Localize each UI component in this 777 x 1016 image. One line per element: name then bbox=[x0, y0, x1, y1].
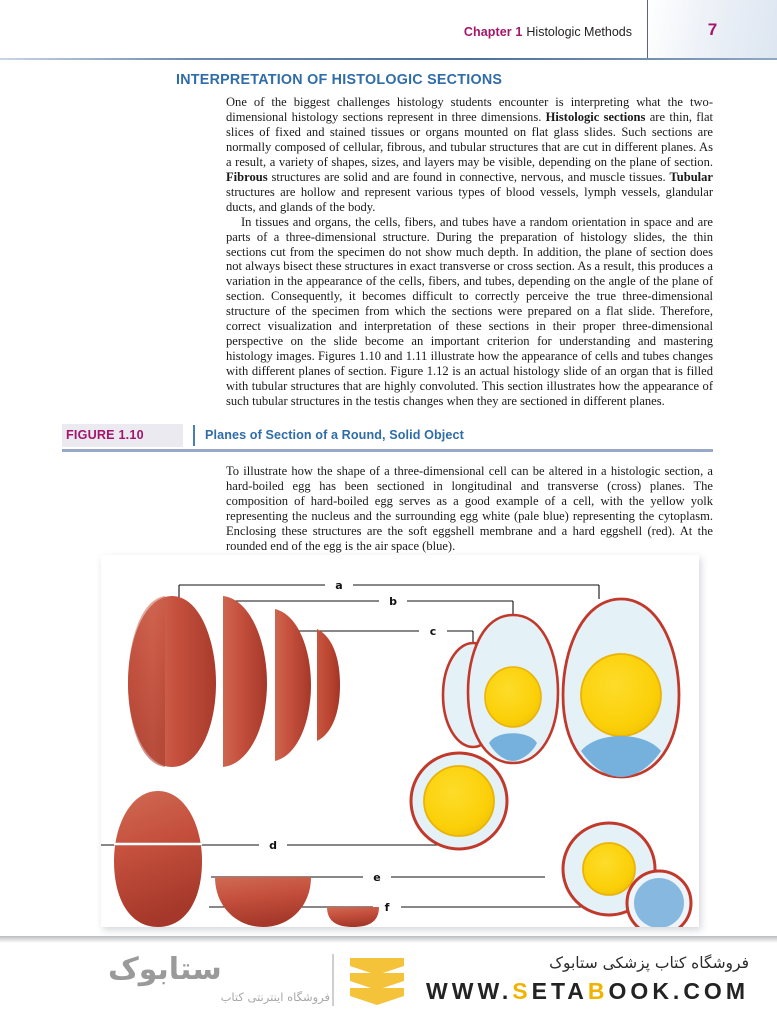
p1-term-tubular: Tubular bbox=[669, 169, 713, 184]
egg-slice-d-thin bbox=[317, 629, 340, 741]
url-eta: ETA bbox=[531, 978, 588, 1004]
chapter-label: Chapter 1 bbox=[463, 25, 523, 39]
figure-caption-text-block bbox=[226, 464, 713, 554]
plane-label-a: a bbox=[335, 579, 343, 592]
egg-section-face-b bbox=[468, 615, 558, 763]
paragraph-2: In tissues and organs, the cells, fibers, and tubes have a random orientation in space and are parts of a three-dimensional structure. During the preparation of histology slides, the thin sections cut from the specimen do not show much depth. In addition, the plane of section does not always bisect these structures in exact transverse or cross section. As a result, this produces a variation in the appearance of the cells, fibers, and tubes, depending on the angle of the plane of section. Consequently, it becomes difficult to correctly perceive the true three-dimensional structure of the specimen from which the sections were prepared on a flat slide. Therefore, correct visualization and interpretation of these sections in their proper three-dimensional perspective on the slide become an important criterion for understanding and mastering histology images. Figures 1.10 and 1.11 illustrate how the appearance of cells and tubes changes with different planes of section. Figure 1.12 is an actual histology slide of an organ that is filled with tubular structures that are highly convoluted. This section illustrates how the appearance of such tubular structures in the testis changes when they are sectioned in different planes. bbox=[226, 214, 713, 409]
paragraph-1 bbox=[226, 95, 713, 215]
plane-label-d: d bbox=[269, 839, 277, 852]
footer-top-shadow bbox=[0, 936, 777, 943]
brand-persian-line: فروشگاه کتاب پزشکی ستابوک bbox=[549, 954, 749, 972]
figure-bar-rule bbox=[62, 449, 713, 452]
figure-illustration-card bbox=[101, 555, 699, 927]
figure-title-label: Planes of Section of a Round, Solid Object bbox=[205, 428, 464, 442]
brand-url-group bbox=[319, 952, 749, 1005]
url-prefix: WWW. bbox=[426, 978, 513, 1004]
figure-caption-bar bbox=[62, 424, 713, 449]
egg-dome-f bbox=[327, 907, 379, 927]
section-heading: INTERPRETATION OF HISTOLOGIC SECTIONS bbox=[176, 72, 503, 88]
url-letter-b: B bbox=[587, 978, 609, 1004]
figure-caption-text: To illustrate how the shape of a three-dimensional cell can be altered in a histologic section, a hard-boiled egg has been sectioned in longitudinal and transverse (cross) planes. The composition of hard-boiled egg serves as a good example of a cell, with the yellow yolk representing the nucleus and the surrounding egg white (pale blue) representing the cytoplasm. Enclosing these structures are the soft eggshell membrane and a hard eggshell (red). At the rounded end of the egg is the air space (blue). bbox=[226, 464, 713, 553]
page-number: 7 bbox=[707, 20, 718, 39]
egg-section-face-a bbox=[563, 599, 679, 777]
egg-cross-section-d bbox=[411, 753, 507, 849]
body-text-block bbox=[226, 95, 713, 409]
header-rule bbox=[0, 58, 777, 60]
p1-term-histologic-sections: Histologic sections bbox=[545, 109, 646, 124]
p1-seg4: structures are hollow and represent various types of blood vessels, lymph vessels, glandular ducts, and glands of the body. bbox=[226, 184, 713, 214]
egg-cross-section-f-airspace bbox=[627, 871, 691, 927]
header-text-group bbox=[464, 25, 632, 39]
running-head bbox=[0, 0, 777, 60]
plane-label-e: e bbox=[373, 871, 381, 884]
p1-seg3: structures are solid and are found in connective, nervous, and muscle tissues. bbox=[267, 169, 670, 184]
egg-slice-c bbox=[275, 609, 311, 761]
chapter-title: Histologic Methods bbox=[526, 25, 632, 39]
brand-wordmark: ستابوک bbox=[108, 952, 222, 987]
url-suffix: OOK.COM bbox=[608, 978, 749, 1004]
egg-sections-diagram bbox=[101, 555, 699, 927]
p1-seg2: are thin, flat slices of fixed and stained tissues or organs mounted on flat glass slides. Such sections are normally composed of cellular, fibrous, and tubular structures that are cut in different planes. As a result, a variety of shapes, sizes, and layers may be visible, depending on the plane of section. bbox=[226, 109, 713, 169]
egg-transverse-whole bbox=[114, 791, 202, 927]
p1-seg1: One of the biggest challenges histology students encounter is interpreting what the two-dimensional histology sections represent in three dimensions. bbox=[226, 95, 713, 124]
brand-tagline: فروشگاه اینترنتی کتاب bbox=[220, 990, 330, 1004]
footer-watermark-band bbox=[0, 936, 777, 1016]
egg-longitudinal-whole bbox=[128, 596, 216, 767]
figure-bar-divider bbox=[193, 425, 195, 446]
plane-labels-top bbox=[335, 579, 436, 638]
figure-number-label: FIGURE 1.10 bbox=[66, 428, 144, 442]
brand-website-url bbox=[319, 978, 749, 1005]
url-letter-s: S bbox=[512, 978, 532, 1004]
page-number-box bbox=[647, 0, 777, 58]
plane-label-c: c bbox=[429, 625, 437, 638]
plane-label-f: f bbox=[384, 901, 390, 914]
egg-slice-b bbox=[223, 596, 267, 767]
egg-dome-e bbox=[215, 877, 311, 927]
p1-term-fibrous: Fibrous bbox=[226, 169, 268, 184]
plane-label-b: b bbox=[389, 595, 397, 608]
